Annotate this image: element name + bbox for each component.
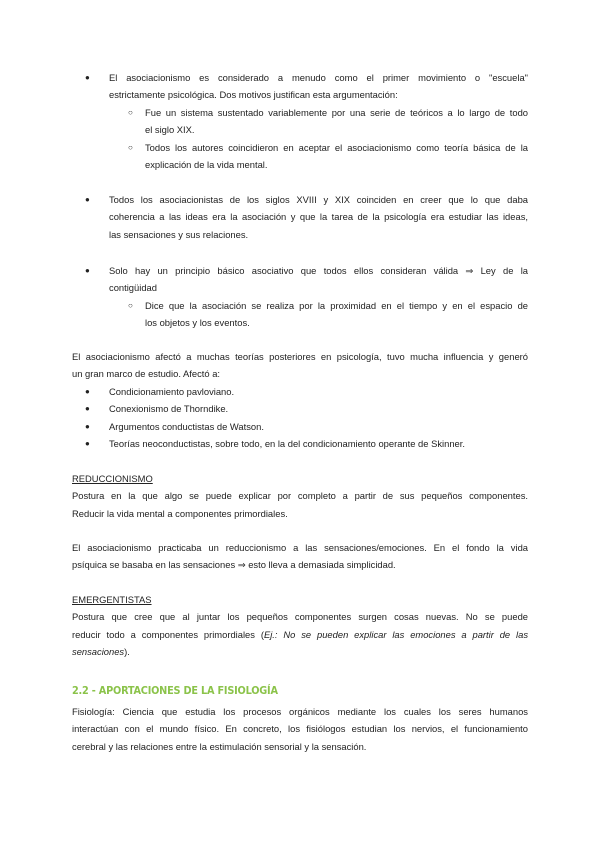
reduccionismo-heading: REDUCCIONISMO bbox=[72, 473, 153, 484]
sub-bullet-icon: ○ bbox=[128, 142, 133, 152]
bullet-icon: ● bbox=[85, 439, 90, 449]
text-line: los objetos y los eventos. bbox=[145, 317, 250, 329]
section-title: 2.2 - APORTACIONES DE LA FISIOLOGÍA bbox=[72, 684, 278, 697]
text-line: coherencia a las ideas era la asociación y que la tarea de la psicología era estudiar las ideas, bbox=[109, 211, 528, 223]
bullet-icon: ● bbox=[85, 421, 90, 431]
text-line: Fue un sistema sustentado variablemente por una serie de teóricos a lo largo de todo bbox=[145, 106, 528, 118]
text-line: Reducir la vida mental a componentes primordiales. bbox=[72, 507, 288, 519]
text-line: un gran marco de estudio. Afectó a: bbox=[72, 368, 221, 380]
text-line: psíquica se basaba en las sensaciones ⇒ esto lleva a demasiada simplicidad. bbox=[72, 559, 396, 571]
text-line: Postura que cree que al juntar los pequeños componentes surgen cosas nuevas. No se puede bbox=[72, 611, 528, 623]
text-line: las sensaciones y sus relaciones. bbox=[109, 228, 249, 240]
asociacionismo-reduccionismo-paragraph bbox=[72, 539, 528, 574]
sub-bullet-icon: ○ bbox=[128, 300, 133, 310]
text-line: el siglo XIX. bbox=[145, 124, 195, 136]
list-item: ● Condicionamiento pavloviano. bbox=[72, 383, 528, 400]
text-line: estrictamente psicológica. Dos motivos justifican esta argumentación: bbox=[109, 89, 398, 101]
bullet-icon: ● bbox=[85, 266, 90, 275]
bullet-icon: ● bbox=[85, 386, 90, 396]
text-line: El asociacionismo afectó a muchas teorías posteriores en psicología, tuvo mucha influencia y generó bbox=[72, 351, 528, 362]
text-line: reducir todo a componentes primordiales (Ej.: No se pueden explicar las emociones a partir de las bbox=[72, 628, 529, 640]
list-item: ● Conexionismo de Thorndike. bbox=[72, 400, 528, 417]
emergentistas-heading: EMERGENTISTAS bbox=[72, 594, 152, 605]
text-line: explicación de la vida mental. bbox=[145, 159, 268, 171]
text-line: interactúan con el mundo físico. En concreto, los fisiólogos estudian los nervios, el funcionamiento bbox=[72, 723, 528, 735]
list-item: ● Teorías neoconductistas, sobre todo, en la del condicionamiento operante de Skinner. bbox=[72, 435, 528, 452]
text-line: El asociacionismo es considerado a menudo como el primer movimiento o "escuela" bbox=[109, 72, 528, 83]
bullet-icon: ● bbox=[85, 404, 90, 414]
sub-bullet bbox=[72, 104, 528, 139]
text-line: cerebral y las relaciones entre la estimulación sensorial y la sensación. bbox=[72, 740, 367, 752]
text-line: Solo hay un principio básico asociativo que todos ellos consideran válida ⇒ Ley de la bbox=[109, 265, 528, 276]
text-line: Dice que la asociación se realiza por la proximidad en el tiempo y en el espacio de bbox=[145, 299, 528, 311]
sub-bullet bbox=[72, 139, 528, 174]
text-line: Fisiología: Ciencia que estudia los procesos orgánicos mediante los cuales los seres humanos bbox=[72, 706, 528, 717]
text-line: contigüidad bbox=[109, 282, 157, 294]
text-line: Todos los autores coincidieron en aceptar el asociacionismo como teoría básica de la bbox=[145, 141, 528, 153]
influence-paragraph bbox=[72, 348, 528, 452]
list-item: ● Argumentos conductistas de Watson. bbox=[72, 418, 528, 435]
text-line: El asociacionismo practicaba un reduccionismo a las sensaciones/emociones. En el fondo la vida bbox=[72, 542, 528, 553]
text-line: Postura en la que algo se puede explicar por completo a partir de sus pequeños componentes. bbox=[72, 490, 528, 502]
bullet-icon: ● bbox=[85, 73, 90, 82]
text-line: sensaciones). bbox=[72, 646, 130, 658]
bullet-icon: ● bbox=[85, 195, 90, 204]
bullet-asociacionismo-escuela bbox=[72, 69, 528, 173]
sub-bullet-icon: ○ bbox=[128, 107, 133, 117]
text-line: Todos los asociacionistas de los siglos XVIII y XIX coinciden en creer que lo que daba bbox=[109, 194, 528, 205]
reduccionismo-section bbox=[72, 470, 528, 522]
bullet-principio-asociativo bbox=[72, 262, 528, 332]
sub-bullet bbox=[72, 297, 528, 332]
bullet-asociacionistas-siglos bbox=[72, 191, 528, 243]
emergentistas-section bbox=[72, 591, 528, 661]
fisiologia-paragraph bbox=[72, 703, 528, 755]
